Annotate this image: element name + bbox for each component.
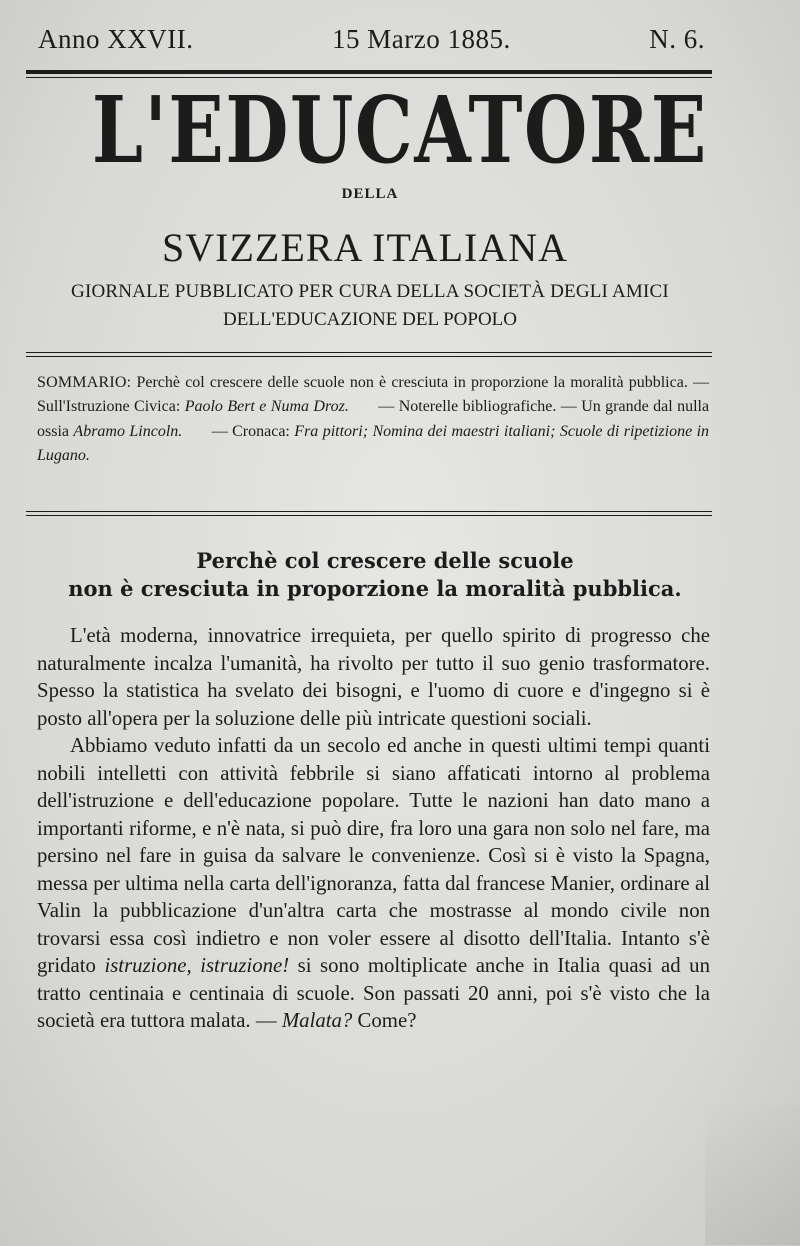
- issue-date: 15 Marzo 1885.: [332, 24, 511, 54]
- summary-top-rule-2: [26, 356, 712, 357]
- summary-separator: —: [211, 422, 233, 440]
- article-body: [37, 622, 710, 1035]
- summary-item-5-list: Fra pittori; Nomina dei maestri italiani; Scuole di ripetizione in Lugano.: [37, 422, 710, 465]
- summary-item-5-prefix: Cronaca:: [232, 422, 290, 440]
- masthead-della: DELLA: [341, 186, 399, 202]
- masthead-tagline-2: DELL'EDUCAZIONE DEL POPOLO: [222, 309, 518, 330]
- summary-box: [37, 371, 709, 469]
- summary-item-2-authors: Paolo Bert e Numa Droz.: [184, 398, 349, 416]
- issue-number: N. 6.: [649, 24, 705, 54]
- paragraph-2-text-b: si sono moltiplicate anche in Italia quasi ad un tratto centinaia e centinaia di scuole. Son passati 20 anni, poi s'è visto che la società era tuttora malata. —: [37, 954, 710, 1032]
- summary-label: SOMMARIO:: [37, 374, 132, 391]
- article-title: [0, 547, 740, 603]
- summary-item-4-name: Abramo Lincoln.: [73, 422, 183, 440]
- summary-separator: —: [556, 398, 582, 416]
- summary-item-3: Noterelle bibliografiche.: [398, 398, 557, 416]
- article-paragraph-1: L'età moderna, innovatrice irrequieta, per quello spirito di progresso che naturalmente incalza l'umanità, ha rivolto per tutto il suo genio trasformatore. Spesso la statistica ha svelato dei bisogni, e l'uomo di cuore e d'ingegno si è posto all'opera per la soluzione delle più intricate questioni sociali.: [37, 624, 710, 730]
- masthead: [0, 76, 800, 184]
- masthead-title: L'EDUCATORE: [91, 76, 709, 184]
- masthead-subtitle: SVIZZERA ITALIANA: [162, 225, 568, 270]
- masthead-top-rule: [26, 70, 712, 74]
- summary-top-rule-1: [26, 352, 712, 353]
- summary-item-2-prefix: Sull'Istruzione Civica:: [37, 398, 181, 416]
- page-edge-shadow: [705, 1105, 800, 1245]
- article-title-line-1: Perchè col crescere delle scuole: [196, 548, 574, 573]
- summary-separator: —: [687, 374, 710, 391]
- paragraph-2-text-c: Come?: [357, 1009, 417, 1032]
- summary-bottom-rule-1: [26, 511, 712, 512]
- issue-header: [38, 24, 705, 55]
- summary-item-4-prefix: Un grande dal nulla ossia: [37, 398, 710, 440]
- summary-item-1: Perchè col crescere delle scuole non è cresciuta in proporzione la moralità pubblica.: [136, 374, 688, 391]
- summary-bottom-rule-2: [26, 515, 712, 516]
- article-paragraph-2: [37, 732, 710, 1035]
- article-title-line-2: non è cresciuta in proporzione la moralità pubblica.: [68, 576, 682, 601]
- issue-year: Anno XXVII.: [38, 24, 194, 54]
- paragraph-2-text-a: Abbiamo veduto infatti da un secolo ed anche in questi ultimi tempi quanti nobili intelletti con attività febbrile si siano affaticati intorno al problema dell'istruzione e dell'educazione popolare. Tutte le nazioni han dato mano a importanti riforme, e n'è nata, si può dire, fra loro una gara non solo nel fare, ma persino nel fare in guisa da salvare le convenienze. Così si è visto la Spagna, messa per ultima nella carta dell'ignoranza, fatta dal francese Manier, ordinare al Valin la pubblicazione d'un'altra carta che mostrasse al mondo civile non trovarsi essa così indietro e non voler essere al disotto dell'Italia. Intanto s'è gridato: [37, 734, 710, 977]
- paragraph-2-italic: istruzione, istruzione!: [104, 954, 290, 977]
- summary-separator: —: [378, 398, 399, 416]
- masthead-tagline-1: GIORNALE PUBBLICATO PER CURA DELLA SOCIETÀ DEGLI AMICI: [71, 281, 669, 302]
- paragraph-2-italic-2: Malata?: [281, 1009, 353, 1032]
